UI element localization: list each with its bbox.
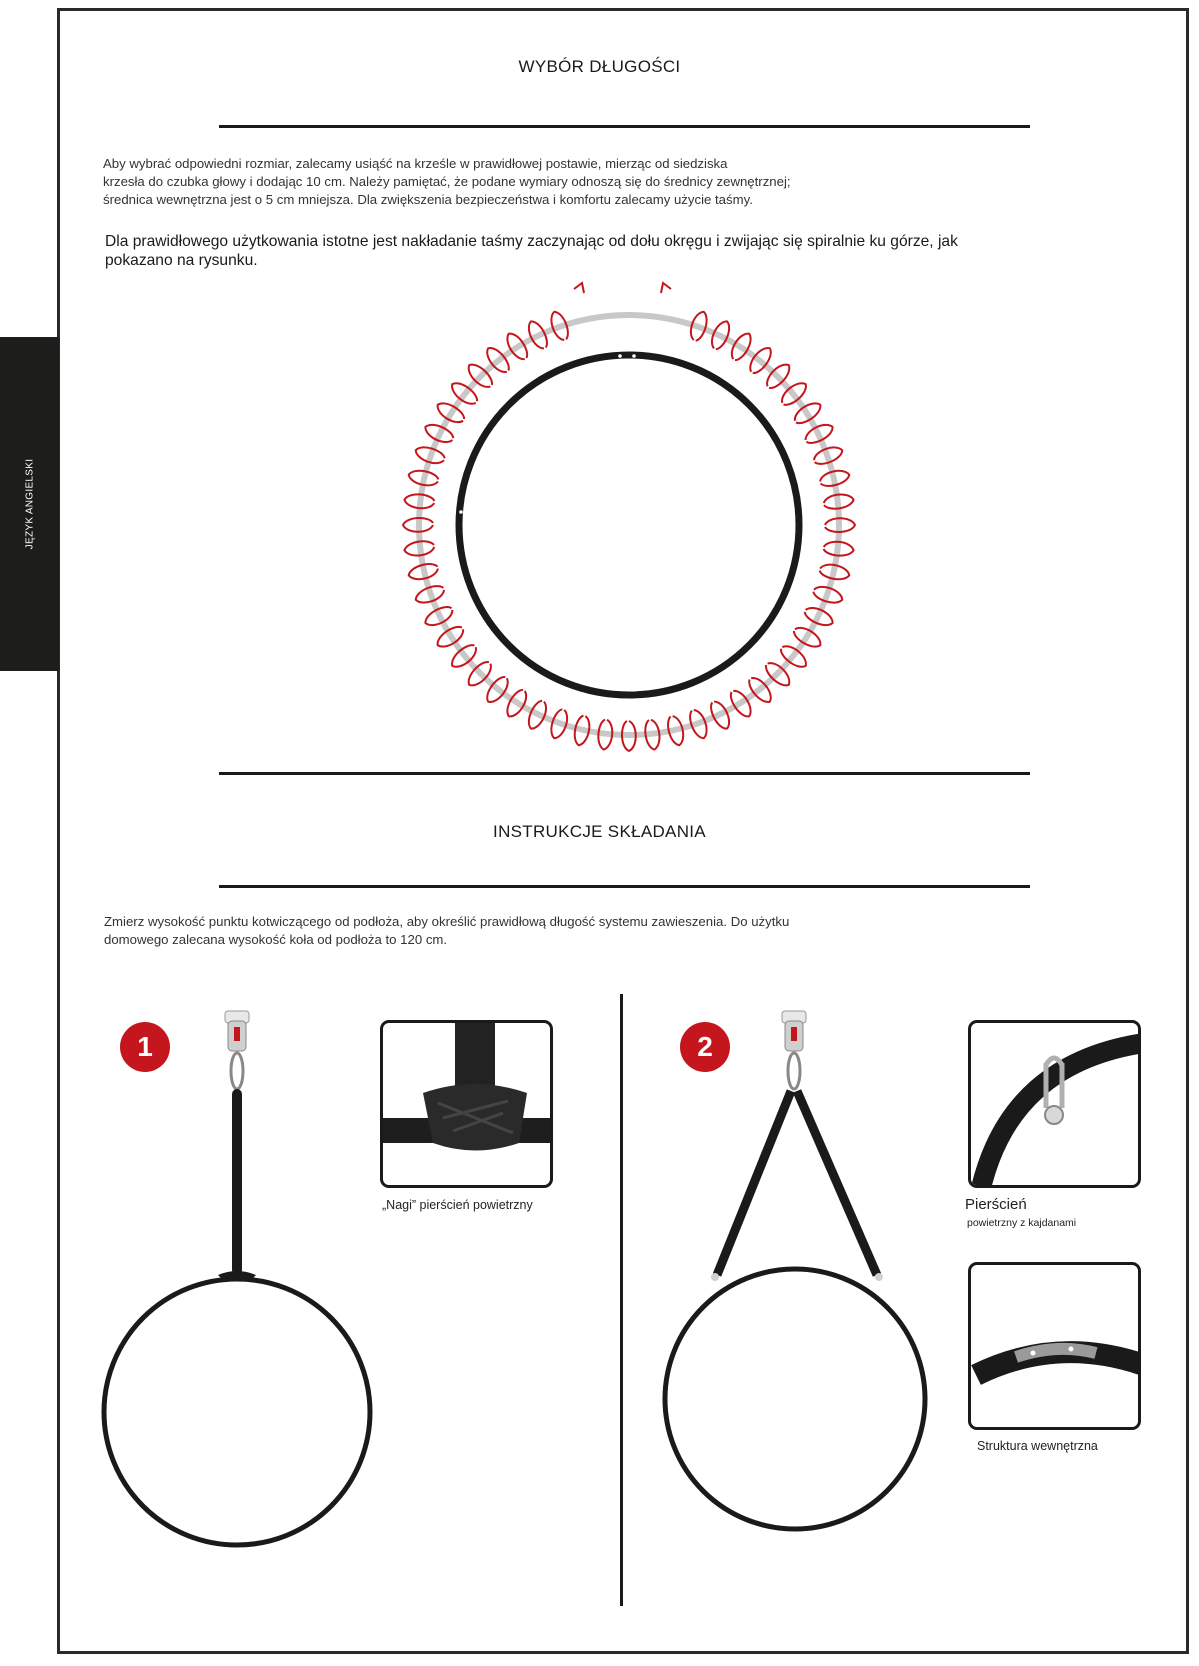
- arrow-head-right: [661, 283, 671, 293]
- hoop-hole: [632, 354, 636, 358]
- hoop: [665, 1269, 925, 1529]
- shackle-hoop-caption-title: Pierścień: [965, 1196, 1027, 1213]
- inner-hoop-circle: [459, 355, 799, 695]
- tape-spiral: [403, 309, 855, 751]
- assembly-paragraph: [104, 913, 789, 949]
- step-separator: [620, 994, 623, 1606]
- outer-tape-circle: [419, 315, 839, 735]
- tape-instruction-line: pokazano na rysunku.: [105, 252, 258, 269]
- tape-wrapping-diagram: [390, 280, 870, 760]
- inner-structure-photo: [968, 1262, 1141, 1430]
- carabiner-icon: [788, 1053, 800, 1089]
- length-paragraph-line: średnica wewnętrzna jest o 5 cm mniejsza. Dla zwiększenia bezpieczeństwa i komfortu zalecamy użycie taśmy.: [103, 192, 753, 207]
- step-2-hoop-illustration: [655, 1005, 945, 1565]
- side-tab: [0, 337, 59, 671]
- divider-lower: [219, 885, 1030, 888]
- inner-structure-detail: [971, 1265, 1141, 1430]
- divider-middle: [219, 772, 1030, 775]
- bare-hoop-photo: [380, 1020, 553, 1188]
- step-1-badge: 1: [120, 1022, 170, 1072]
- arrow-head-left: [574, 283, 584, 293]
- tape-instruction: [105, 232, 958, 270]
- length-section-title: WYBÓR DŁUGOŚCI: [518, 57, 681, 76]
- tape-instruction-line: Dla prawidłowego użytkowania istotne jest nakładanie taśmy zaczynając od dołu okręgu i zwijając się spiralnie ku górze, jak: [105, 233, 958, 250]
- step-2-badge: 2: [680, 1022, 730, 1072]
- assembly-paragraph-line: domowego zalecana wysokość koła od podłoża to 120 cm.: [104, 932, 448, 947]
- strap-right: [797, 1091, 877, 1275]
- divider-top: [219, 125, 1030, 128]
- carabiner-icon: [231, 1053, 243, 1089]
- hoop-hole: [459, 510, 463, 514]
- ceiling-mount-icon: [225, 1011, 249, 1051]
- shackle-icon: [711, 1273, 719, 1281]
- step-1-hoop-illustration: [100, 1005, 390, 1565]
- inner-structure-caption: Struktura wewnętrzna: [977, 1439, 1098, 1453]
- strap: [232, 1089, 242, 1275]
- assembly-paragraph-line: Zmierz wysokość punktu kotwiczącego od podłoża, aby określić prawidłową długość systemu zawieszenia. Do użytku: [104, 914, 790, 929]
- hoop: [104, 1279, 370, 1545]
- assembly-section-title: INSTRUKCJE SKŁADANIA: [493, 822, 706, 841]
- length-paragraph: [103, 155, 791, 209]
- shackle-icon: [875, 1273, 883, 1281]
- bare-hoop-caption: „Nagi” pierścień powietrzny: [382, 1198, 533, 1212]
- strap-left: [717, 1091, 791, 1275]
- bare-hoop-detail: [383, 1023, 553, 1188]
- length-paragraph-line: krzesła do czubka głowy i dodając 10 cm. Należy pamiętać, że podane wymiary odnoszą się do średnicy zewnętrznej;: [103, 174, 791, 189]
- side-tab-label: JĘZYK ANGIELSKI: [24, 458, 35, 550]
- shackle-hoop-photo: [968, 1020, 1141, 1188]
- ceiling-mount-icon: [782, 1011, 806, 1051]
- shackle-hoop-caption-sub: powietrzny z kajdanami: [967, 1217, 1077, 1229]
- hoop-hole: [618, 354, 622, 358]
- shackle-hoop-detail: [971, 1023, 1141, 1188]
- length-paragraph-line: Aby wybrać odpowiedni rozmiar, zalecamy usiąść na krześle w prawidłowej postawie, mierząc od siedziska: [103, 156, 728, 171]
